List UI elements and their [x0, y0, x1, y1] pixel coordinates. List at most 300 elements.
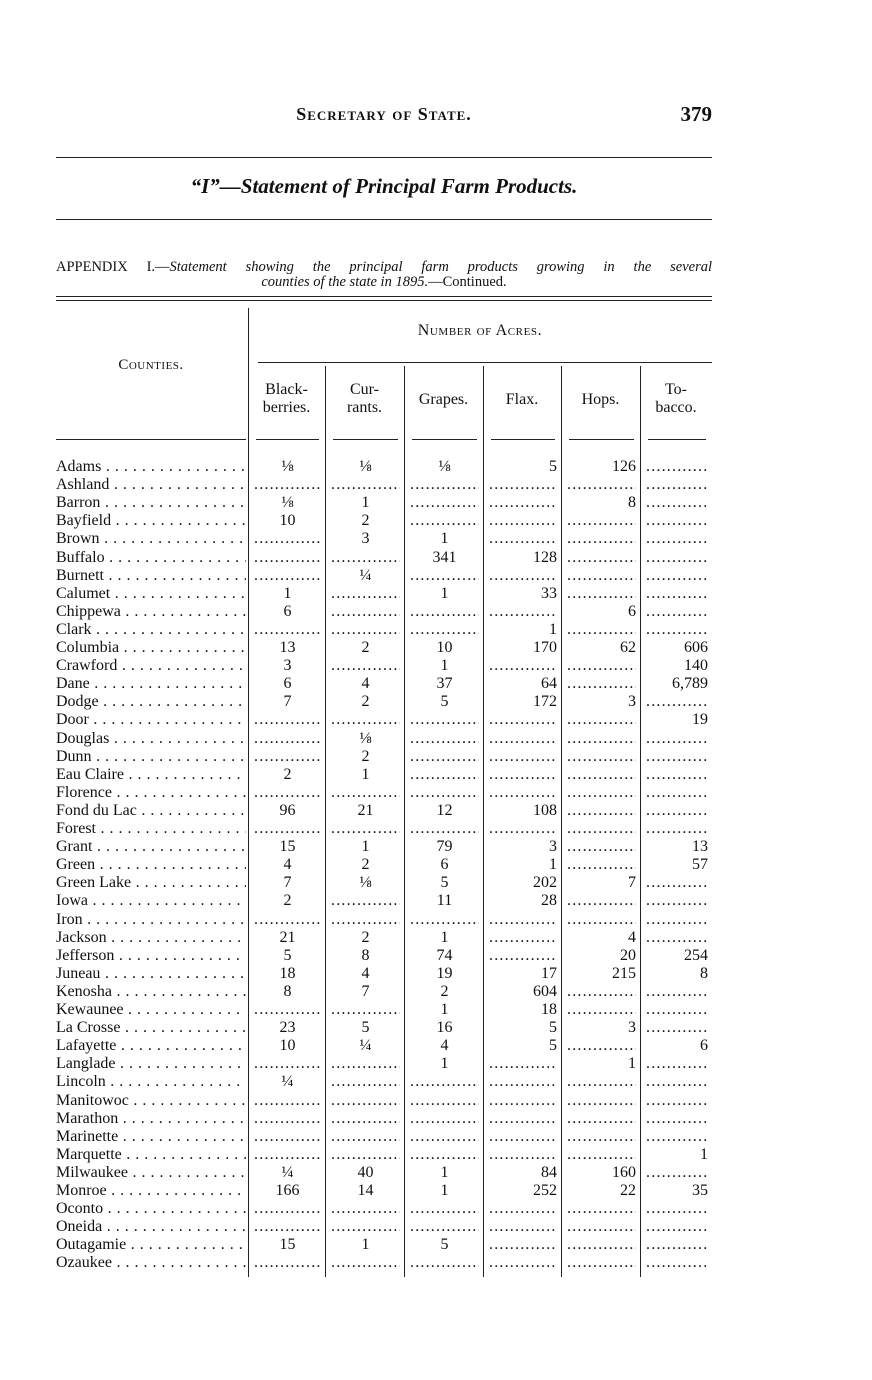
- cell-currants: [331, 1073, 400, 1091]
- cell-currants: 4: [361, 675, 370, 693]
- cell-grapes: [410, 784, 479, 802]
- county-name: Outagamie . . .: [56, 1236, 246, 1254]
- cell-tobacco: [646, 1073, 708, 1091]
- county-name: Columbia . . .: [56, 639, 246, 657]
- cell-hops: [567, 1236, 636, 1254]
- cell-flax: [489, 1146, 557, 1164]
- cell-grapes: [410, 1073, 479, 1091]
- cell-tobacco: 8: [700, 964, 708, 982]
- county-name: Iowa . . .: [56, 892, 246, 910]
- county-name: Dunn . . .: [56, 748, 246, 766]
- cell-blackberries: [254, 1254, 321, 1272]
- cell-grapes: 37: [436, 675, 453, 693]
- cell-blackberries: 8: [283, 982, 292, 1000]
- cell-flax: [489, 766, 557, 784]
- column-header-line: Black-: [265, 381, 308, 398]
- cell-grapes: 6: [440, 856, 449, 874]
- cell-flax: [489, 494, 557, 512]
- cell-flax: 33: [541, 584, 557, 602]
- cell-flax: [489, 1055, 557, 1073]
- column-rule: [404, 366, 405, 1277]
- document-title: “I”—Statement of Principal Farm Products.: [190, 174, 578, 198]
- column-header-rule: [256, 439, 319, 440]
- cell-currants: [331, 820, 400, 838]
- cell-hops: [567, 911, 636, 929]
- column-header-line: Grapes.: [418, 391, 469, 408]
- cell-hops: [567, 567, 636, 585]
- cell-grapes: 1: [440, 584, 449, 602]
- cell-flax: [489, 1236, 557, 1254]
- cell-currants: 8: [361, 946, 370, 964]
- cell-currants: 4: [361, 964, 370, 982]
- cell-currants: [331, 1128, 400, 1146]
- cell-tobacco: [646, 1164, 708, 1182]
- cell-flax: 1: [549, 856, 557, 874]
- cell-flax: [489, 1200, 557, 1218]
- cell-blackberries: [254, 1055, 321, 1073]
- county-name: Oneida . . .: [56, 1218, 246, 1236]
- cell-currants: 2: [361, 512, 370, 530]
- cell-currants: 1: [361, 1236, 370, 1254]
- cell-tobacco: [646, 748, 708, 766]
- cell-flax: [489, 1092, 557, 1110]
- cell-currants: [331, 1110, 400, 1128]
- county-name: Marinette . . .: [56, 1128, 246, 1146]
- cell-currants: [331, 1092, 400, 1110]
- cell-grapes: [410, 820, 479, 838]
- cell-blackberries: [254, 1146, 321, 1164]
- cell-hops: [567, 838, 636, 856]
- caption-text-2: counties of the state in 1895.: [261, 274, 429, 290]
- cell-tobacco: [646, 983, 708, 1001]
- cell-blackberries: [254, 567, 321, 585]
- cell-grapes: [410, 711, 479, 729]
- cell-blackberries: 96: [279, 801, 296, 819]
- cell-blackberries: [254, 911, 321, 929]
- cell-blackberries: [254, 476, 321, 494]
- cell-hops: [567, 766, 636, 784]
- cell-blackberries: [254, 711, 321, 729]
- cell-flax: 84: [541, 1163, 557, 1181]
- county-name: Dodge . . .: [56, 693, 246, 711]
- cell-blackberries: [254, 784, 321, 802]
- county-name: Lincoln . . .: [56, 1073, 246, 1091]
- cell-blackberries: 15: [279, 838, 296, 856]
- cell-currants: ¼: [359, 566, 372, 584]
- cell-flax: [489, 1218, 557, 1236]
- cell-flax: 17: [541, 964, 557, 982]
- cell-blackberries: [254, 820, 321, 838]
- cell-blackberries: [254, 621, 321, 639]
- county-name: Douglas . . .: [56, 730, 246, 748]
- cell-currants: 14: [357, 1182, 374, 1199]
- cell-grapes: [410, 766, 479, 784]
- county-name: Juneau . . .: [56, 965, 246, 983]
- cell-grapes: 341: [432, 548, 457, 566]
- cell-grapes: 1: [440, 530, 449, 548]
- cell-blackberries: 21: [279, 928, 296, 946]
- county-name: Marquette . . .: [56, 1146, 246, 1164]
- cell-flax: 172: [533, 693, 557, 711]
- county-name: Clark . . .: [56, 621, 246, 639]
- county-name: Bayfield . . .: [56, 512, 246, 530]
- cell-tobacco: [646, 766, 708, 784]
- cell-tobacco: [646, 549, 708, 567]
- cell-tobacco: [646, 621, 708, 639]
- cell-blackberries: [254, 1200, 321, 1218]
- cell-grapes: [410, 494, 479, 512]
- cell-blackberries: 23: [279, 1019, 296, 1037]
- county-name: Ashland . . .: [56, 476, 246, 494]
- cell-currants: [331, 711, 400, 729]
- cell-currants: ⅛: [359, 729, 372, 747]
- cell-hops: [567, 748, 636, 766]
- cell-tobacco: [646, 929, 708, 947]
- county-name: Adams . . .: [56, 458, 246, 476]
- cell-grapes: 5: [440, 874, 449, 892]
- county-name: Eau Claire . . .: [56, 766, 246, 784]
- cell-tobacco: [646, 458, 708, 476]
- cell-grapes: [410, 603, 479, 621]
- cell-hops: 215: [612, 964, 636, 982]
- cell-grapes: 1: [440, 657, 449, 675]
- cell-flax: 1: [549, 620, 557, 638]
- cell-flax: [489, 1254, 557, 1272]
- cell-flax: [489, 530, 557, 548]
- cell-currants: 2: [361, 747, 370, 765]
- cell-blackberries: 6: [283, 602, 292, 620]
- cell-blackberries: [254, 730, 321, 748]
- cell-currants: [331, 1218, 400, 1236]
- cell-grapes: [410, 748, 479, 766]
- cell-flax: [489, 512, 557, 530]
- table-top-rule: [56, 296, 712, 297]
- cell-hops: [567, 1073, 636, 1091]
- cell-blackberries: [254, 748, 321, 766]
- cell-blackberries: 7: [283, 693, 292, 711]
- column-header-rule: [569, 439, 634, 440]
- cell-grapes: 16: [436, 1019, 453, 1037]
- county-name: Dane . . .: [56, 675, 246, 693]
- county-name: Milwaukee . . .: [56, 1164, 246, 1182]
- cell-flax: [489, 911, 557, 929]
- column-header-line: To-: [665, 381, 687, 398]
- cell-blackberries: 15: [279, 1236, 296, 1254]
- column-header-line: Flax.: [505, 391, 539, 408]
- cell-currants: 40: [357, 1163, 374, 1181]
- column-rule: [483, 366, 484, 1277]
- column-header-line: bacco.: [655, 399, 697, 416]
- cell-grapes: [410, 1218, 479, 1236]
- cell-flax: [489, 1073, 557, 1091]
- cell-tobacco: [646, 1218, 708, 1236]
- cell-hops: 6: [628, 602, 636, 620]
- cell-tobacco: [646, 567, 708, 585]
- cell-flax: [489, 1110, 557, 1128]
- cell-currants: 2: [361, 693, 370, 711]
- cell-currants: 2: [361, 856, 370, 874]
- cell-currants: [331, 1146, 400, 1164]
- cell-flax: 5: [549, 1037, 557, 1055]
- cell-blackberries: 10: [279, 512, 296, 530]
- column-header-currants: [325, 381, 404, 417]
- cell-currants: [331, 1001, 400, 1019]
- cell-flax: 604: [533, 982, 557, 1000]
- cell-blackberries: ⅛: [281, 494, 294, 512]
- counties-column-rule: [248, 308, 249, 1277]
- cell-flax: [489, 947, 557, 965]
- cell-grapes: [410, 1092, 479, 1110]
- cell-hops: 22: [620, 1182, 636, 1199]
- cell-tobacco: [646, 1001, 708, 1019]
- column-header-line: rants.: [346, 399, 383, 416]
- cell-blackberries: 7: [283, 874, 292, 892]
- cell-blackberries: ¼: [281, 1073, 294, 1091]
- cell-currants: [331, 1055, 400, 1073]
- cell-tobacco: [646, 802, 708, 820]
- counties-header: Counties.: [118, 357, 184, 373]
- cell-grapes: [410, 730, 479, 748]
- page-number: 379: [680, 102, 712, 126]
- caption-suffix: —Continued.: [428, 274, 507, 290]
- column-header-rule: [333, 439, 398, 440]
- cell-tobacco: [646, 693, 708, 711]
- county-name: Kenosha . . .: [56, 983, 246, 1001]
- cell-tobacco: [646, 820, 708, 838]
- cell-grapes: [410, 476, 479, 494]
- county-name: Chippewa . . .: [56, 603, 246, 621]
- cell-tobacco: 57: [692, 856, 708, 874]
- cell-flax: 64: [541, 675, 557, 693]
- cell-hops: [567, 1110, 636, 1128]
- cell-grapes: [410, 1200, 479, 1218]
- cell-flax: 28: [541, 892, 557, 910]
- cell-grapes: 74: [436, 946, 453, 964]
- cell-hops: [567, 530, 636, 548]
- cell-grapes: [410, 567, 479, 585]
- cell-flax: 252: [533, 1182, 557, 1199]
- cell-blackberries: 2: [283, 765, 292, 783]
- cell-currants: [331, 476, 400, 494]
- cell-tobacco: [646, 1200, 708, 1218]
- column-header-line: Cur-: [349, 381, 379, 398]
- cell-tobacco: 35: [692, 1182, 708, 1199]
- column-header-rule: [648, 439, 706, 440]
- county-name: Green . . .: [56, 856, 246, 874]
- cell-grapes: 79: [436, 838, 453, 856]
- cell-hops: [567, 802, 636, 820]
- cell-flax: [489, 1128, 557, 1146]
- cell-blackberries: 10: [279, 1037, 296, 1055]
- county-name: Buffalo . . .: [56, 549, 246, 567]
- county-name: Oconto . . .: [56, 1200, 246, 1218]
- cell-flax: 5: [549, 1019, 557, 1037]
- cell-grapes: [410, 1110, 479, 1128]
- county-name: Jackson . . .: [56, 929, 246, 947]
- cell-hops: [567, 621, 636, 639]
- cell-tobacco: [646, 1019, 708, 1037]
- caption-label: APPENDIX I.—: [56, 259, 170, 275]
- cell-tobacco: [646, 585, 708, 603]
- cell-tobacco: [646, 1110, 708, 1128]
- column-rule: [561, 366, 562, 1277]
- county-name: Calumet . . .: [56, 585, 246, 603]
- cell-hops: [567, 1037, 636, 1055]
- cell-flax: [489, 748, 557, 766]
- cell-hops: [567, 675, 636, 693]
- cell-tobacco: [646, 874, 708, 892]
- cell-currants: [331, 911, 400, 929]
- cell-hops: [567, 585, 636, 603]
- cell-grapes: 2: [440, 982, 449, 1000]
- cell-blackberries: ¼: [281, 1163, 294, 1181]
- cell-hops: [567, 657, 636, 675]
- cell-tobacco: 140: [684, 657, 708, 675]
- cell-hops: 160: [612, 1163, 636, 1181]
- cell-tobacco: [646, 1092, 708, 1110]
- cell-flax: [489, 711, 557, 729]
- cell-hops: 8: [628, 494, 636, 512]
- county-name: Burnett . . .: [56, 567, 246, 585]
- cell-blackberries: [254, 1110, 321, 1128]
- column-header-flax: [483, 391, 561, 409]
- cell-grapes: 1: [440, 1001, 449, 1018]
- cell-tobacco: [646, 476, 708, 494]
- cell-grapes: 1: [440, 1163, 449, 1181]
- cell-currants: [331, 1254, 400, 1272]
- cell-tobacco: [646, 512, 708, 530]
- cell-blackberries: [254, 530, 321, 548]
- cell-tobacco: [646, 892, 708, 910]
- cell-blackberries: [254, 1001, 321, 1019]
- cell-currants: 21: [357, 801, 374, 819]
- cell-currants: ¼: [359, 1037, 372, 1055]
- cell-flax: 108: [533, 801, 557, 819]
- cell-hops: [567, 892, 636, 910]
- cell-flax: 128: [533, 548, 557, 566]
- cell-tobacco: [646, 494, 708, 512]
- cell-tobacco: 1: [700, 1145, 708, 1163]
- cell-grapes: ⅛: [438, 458, 451, 475]
- cell-hops: 20: [620, 946, 636, 964]
- cell-hops: [567, 856, 636, 874]
- cell-blackberries: 2: [283, 892, 292, 910]
- cell-flax: 18: [541, 1001, 557, 1018]
- cell-currants: [331, 621, 400, 639]
- county-name: Kewaunee . . .: [56, 1001, 246, 1019]
- cell-currants: 5: [361, 1019, 370, 1037]
- cell-hops: [567, 784, 636, 802]
- cell-grapes: 5: [440, 693, 449, 711]
- cell-hops: [567, 1092, 636, 1110]
- cell-tobacco: [646, 1128, 708, 1146]
- cell-tobacco: 6,789: [672, 675, 708, 693]
- cell-hops: [567, 1128, 636, 1146]
- cell-hops: [567, 1218, 636, 1236]
- county-name: Langlade . . .: [56, 1055, 246, 1073]
- cell-blackberries: 1: [283, 584, 292, 602]
- cell-grapes: [410, 911, 479, 929]
- cell-tobacco: 6: [700, 1037, 708, 1055]
- cell-flax: [489, 476, 557, 494]
- county-name: Jefferson . . .: [56, 947, 246, 965]
- cell-blackberries: ⅛: [281, 458, 294, 475]
- cell-grapes: 11: [436, 892, 453, 910]
- counties-header-rule: [56, 439, 246, 440]
- cell-hops: [567, 1200, 636, 1218]
- cell-grapes: 1: [440, 928, 449, 946]
- cell-blackberries: [254, 549, 321, 567]
- cell-currants: [331, 784, 400, 802]
- cell-hops: 1: [628, 1055, 636, 1073]
- group-header-rule: [258, 362, 712, 363]
- cell-blackberries: [254, 1218, 321, 1236]
- number-of-acres-header: Number of Acres.: [417, 322, 543, 339]
- cell-hops: [567, 549, 636, 567]
- table-top-rule-2: [56, 300, 712, 301]
- running-title: Secretary of State.: [296, 104, 472, 124]
- cell-tobacco: [646, 1236, 708, 1254]
- cell-blackberries: 4: [283, 856, 292, 874]
- cell-grapes: 1: [440, 1055, 449, 1073]
- column-header-line: berries.: [262, 399, 311, 416]
- cell-currants: 1: [361, 838, 370, 856]
- cell-hops: 126: [612, 458, 636, 475]
- cell-grapes: [410, 512, 479, 530]
- column-rule: [640, 366, 641, 1277]
- cell-blackberries: 5: [283, 946, 292, 964]
- cell-currants: [331, 585, 400, 603]
- cell-currants: [331, 892, 400, 910]
- cell-flax: 3: [549, 838, 557, 856]
- cell-flax: 202: [533, 874, 557, 892]
- cell-tobacco: 19: [692, 711, 708, 729]
- column-header-line: Hops.: [581, 391, 620, 408]
- cell-flax: 5: [549, 458, 557, 475]
- cell-grapes: [410, 1146, 479, 1164]
- county-name: Monroe . . .: [56, 1182, 246, 1200]
- cell-flax: 170: [533, 639, 557, 656]
- cell-currants: 7: [361, 982, 370, 1000]
- cell-hops: [567, 820, 636, 838]
- cell-tobacco: 254: [684, 946, 708, 964]
- cell-currants: [331, 1200, 400, 1218]
- cell-tobacco: [646, 784, 708, 802]
- cell-tobacco: [646, 603, 708, 621]
- county-name: Green Lake . . .: [56, 874, 246, 892]
- county-name: Marathon . . .: [56, 1110, 246, 1128]
- cell-hops: 62: [620, 639, 636, 656]
- cell-tobacco: [646, 530, 708, 548]
- county-name: Fond du Lac . . .: [56, 802, 246, 820]
- county-name: Iron . . .: [56, 911, 246, 929]
- column-header-tobacco: [640, 381, 712, 417]
- cell-hops: [567, 476, 636, 494]
- cell-grapes: 10: [436, 639, 453, 656]
- county-name: Brown . . .: [56, 530, 246, 548]
- county-name: Ozaukee . . .: [56, 1254, 246, 1272]
- cell-hops: [567, 512, 636, 530]
- cell-flax: [489, 730, 557, 748]
- cell-flax: [489, 820, 557, 838]
- cell-grapes: 19: [436, 964, 453, 982]
- cell-tobacco: [646, 1055, 708, 1073]
- cell-hops: [567, 1001, 636, 1019]
- column-header-grapes: [404, 391, 483, 409]
- cell-blackberries: 166: [275, 1182, 300, 1199]
- cell-tobacco: [646, 911, 708, 929]
- cell-hops: [567, 730, 636, 748]
